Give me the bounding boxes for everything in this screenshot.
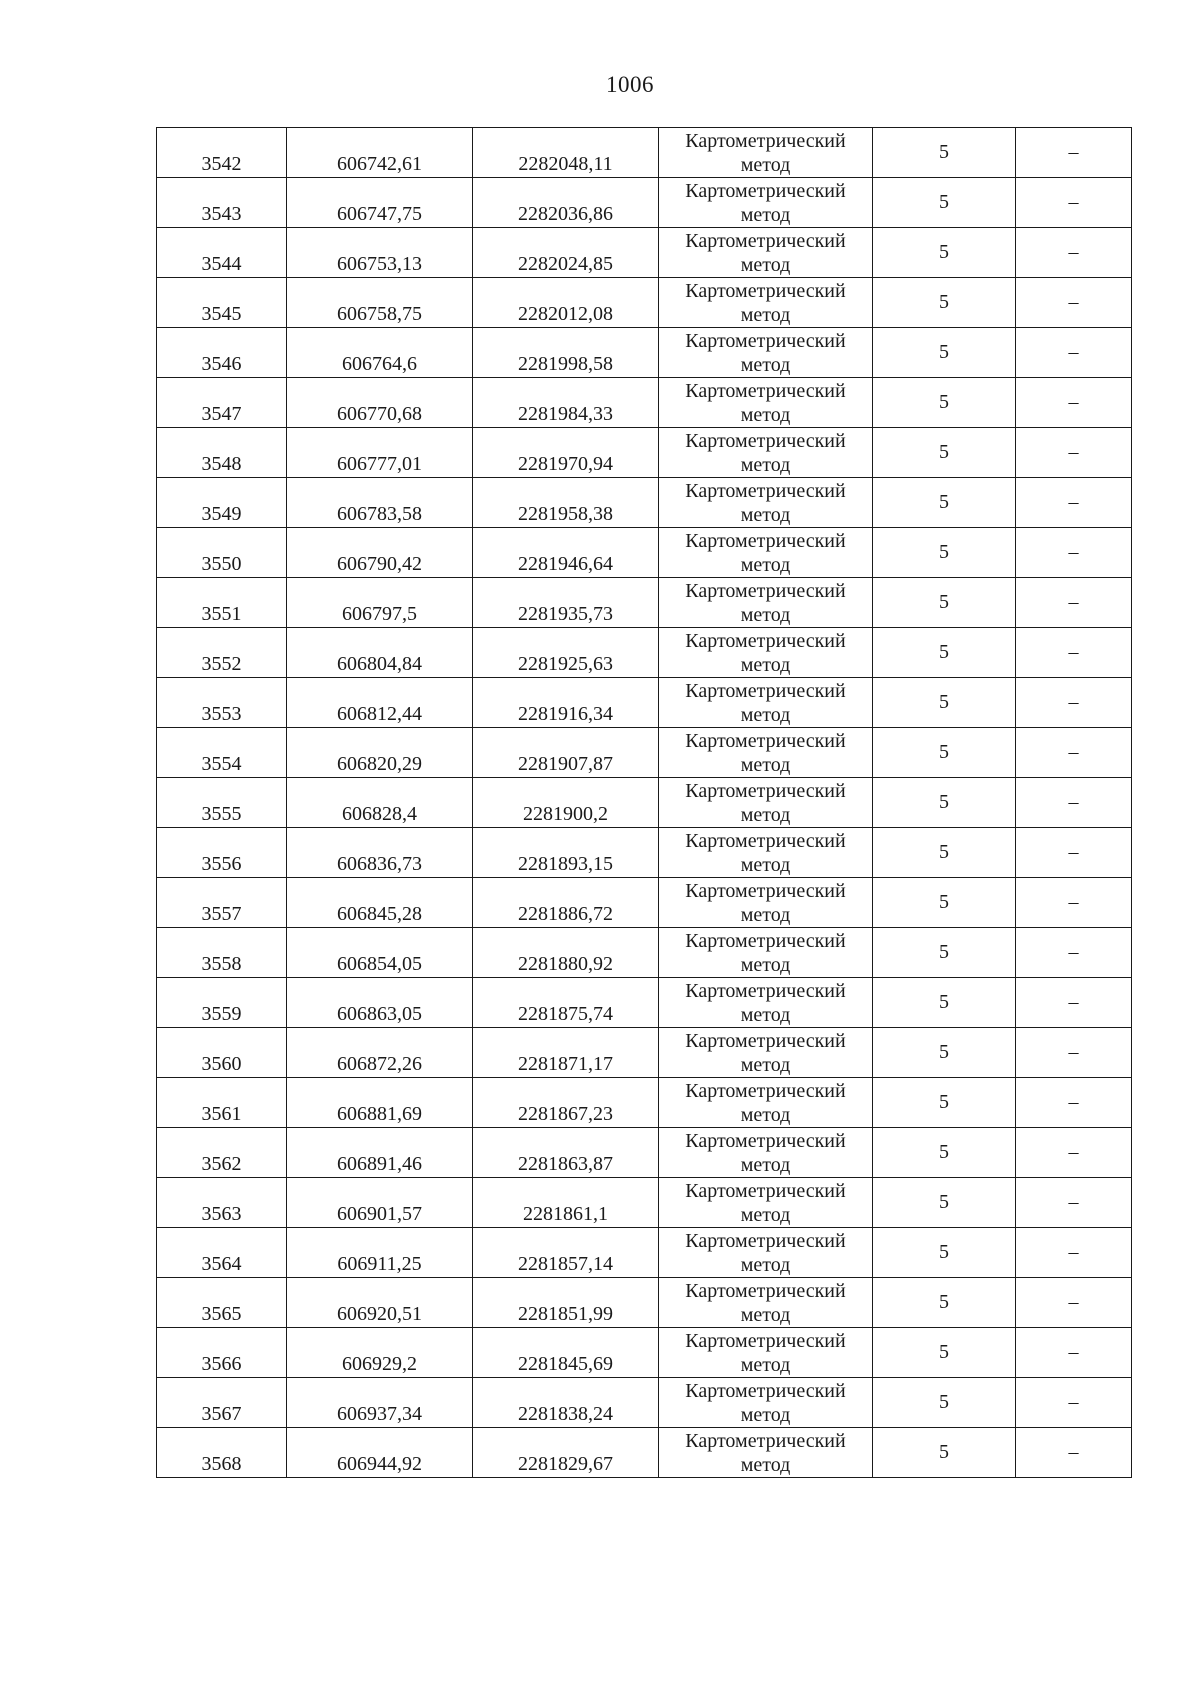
point-number-cell: 3543 (157, 178, 287, 228)
accuracy-cell: 5 (873, 1178, 1016, 1228)
coordinate-y-cell: 2281916,34 (473, 678, 659, 728)
coordinate-x-cell: 606753,13 (287, 228, 473, 278)
coordinate-x-cell: 606863,05 (287, 978, 473, 1028)
accuracy-cell: 5 (873, 228, 1016, 278)
method-text-line1: Картометрический (685, 329, 846, 352)
table-row (157, 528, 1132, 578)
method-text-line1: Картометрический (685, 629, 846, 652)
coordinate-y-cell: 2281871,17 (473, 1028, 659, 1078)
point-number-cell: 3568 (157, 1428, 287, 1478)
point-number-cell: 3554 (157, 728, 287, 778)
accuracy-cell: 5 (873, 928, 1016, 978)
accuracy-cell: 5 (873, 378, 1016, 428)
coordinate-y-cell: 2281893,15 (473, 828, 659, 878)
description-cell: – (1016, 478, 1132, 528)
method-text-line2: метод (740, 903, 791, 926)
description-cell: – (1016, 378, 1132, 428)
method-cell (659, 1178, 873, 1228)
point-number-cell: 3566 (157, 1328, 287, 1378)
table-row (157, 1178, 1132, 1228)
method-text-line1: Картометрический (685, 279, 846, 302)
coordinate-y-cell: 2281875,74 (473, 978, 659, 1028)
method-text-line1: Картометрический (685, 1279, 846, 1302)
page-number: 1006 (606, 72, 654, 97)
method-text-line2: метод (740, 1153, 791, 1176)
table-row (157, 428, 1132, 478)
coordinate-x-cell: 606891,46 (287, 1128, 473, 1178)
description-cell: – (1016, 1278, 1132, 1328)
method-text-line2: метод (740, 1053, 791, 1076)
accuracy-cell: 5 (873, 1078, 1016, 1128)
method-cell (659, 1278, 873, 1328)
description-cell: – (1016, 1078, 1132, 1128)
coordinate-x-cell: 606937,34 (287, 1378, 473, 1428)
method-text-line1: Картометрический (685, 1129, 846, 1152)
description-cell: – (1016, 278, 1132, 328)
coordinate-x-cell: 606820,29 (287, 728, 473, 778)
point-number-cell: 3562 (157, 1128, 287, 1178)
method-cell (659, 328, 873, 378)
method-text-line2: метод (740, 303, 791, 326)
method-text-line1: Картометрический (685, 979, 846, 1002)
method-text-line2: метод (740, 1103, 791, 1126)
accuracy-cell: 5 (873, 878, 1016, 928)
point-number-cell: 3549 (157, 478, 287, 528)
method-text-line2: метод (740, 1003, 791, 1026)
coordinate-y-cell: 2281998,58 (473, 328, 659, 378)
coordinate-x-cell: 606804,84 (287, 628, 473, 678)
method-cell (659, 178, 873, 228)
description-cell: – (1016, 1428, 1132, 1478)
coordinate-y-cell: 2281925,63 (473, 628, 659, 678)
point-number-cell: 3567 (157, 1378, 287, 1428)
method-cell (659, 1428, 873, 1478)
method-text-line1: Картометрический (685, 129, 846, 152)
method-text-line1: Картометрический (685, 1029, 846, 1052)
point-number-cell: 3547 (157, 378, 287, 428)
point-number-cell: 3564 (157, 1228, 287, 1278)
coordinate-y-cell: 2281946,64 (473, 528, 659, 578)
coordinate-x-cell: 606845,28 (287, 878, 473, 928)
method-cell (659, 1028, 873, 1078)
method-cell (659, 1228, 873, 1278)
point-number-cell: 3559 (157, 978, 287, 1028)
table-row (157, 978, 1132, 1028)
point-number-cell: 3544 (157, 228, 287, 278)
method-text-line2: метод (740, 1403, 791, 1426)
accuracy-cell: 5 (873, 728, 1016, 778)
accuracy-cell: 5 (873, 278, 1016, 328)
table-row (157, 828, 1132, 878)
table-row (157, 228, 1132, 278)
accuracy-cell: 5 (873, 578, 1016, 628)
method-cell (659, 478, 873, 528)
coordinate-y-cell: 2281984,33 (473, 378, 659, 428)
table-row (157, 1328, 1132, 1378)
method-text-line2: метод (740, 1353, 791, 1376)
coordinate-y-cell: 2282036,86 (473, 178, 659, 228)
method-text-line2: метод (740, 853, 791, 876)
coordinate-x-cell: 606872,26 (287, 1028, 473, 1078)
method-text-line2: метод (740, 453, 791, 476)
method-cell (659, 978, 873, 1028)
method-text-line1: Картометрический (685, 1079, 846, 1102)
point-number-cell: 3561 (157, 1078, 287, 1128)
coordinate-x-cell: 606797,5 (287, 578, 473, 628)
coordinate-x-cell: 606783,58 (287, 478, 473, 528)
description-cell: – (1016, 178, 1132, 228)
description-cell: – (1016, 628, 1132, 678)
method-text-line2: метод (740, 253, 791, 276)
method-text-line2: метод (740, 203, 791, 226)
method-text-line2: метод (740, 603, 791, 626)
method-text-line2: метод (740, 403, 791, 426)
accuracy-cell: 5 (873, 528, 1016, 578)
coordinate-x-cell: 606742,61 (287, 128, 473, 178)
point-number-cell: 3555 (157, 778, 287, 828)
method-text-line1: Картометрический (685, 429, 846, 452)
point-number-cell: 3542 (157, 128, 287, 178)
coordinate-x-cell: 606911,25 (287, 1228, 473, 1278)
method-cell (659, 678, 873, 728)
accuracy-cell: 5 (873, 978, 1016, 1028)
table-row (157, 678, 1132, 728)
method-text-line1: Картометрический (685, 829, 846, 852)
method-cell (659, 228, 873, 278)
description-cell: – (1016, 1228, 1132, 1278)
table-row (157, 578, 1132, 628)
coordinate-y-cell: 2281935,73 (473, 578, 659, 628)
coordinate-y-cell: 2281958,38 (473, 478, 659, 528)
coordinate-y-cell: 2281861,1 (473, 1178, 659, 1228)
accuracy-cell: 5 (873, 828, 1016, 878)
description-cell: – (1016, 228, 1132, 278)
method-cell (659, 278, 873, 328)
point-number-cell: 3545 (157, 278, 287, 328)
method-text-line1: Картометрический (685, 379, 846, 402)
description-cell: – (1016, 1028, 1132, 1078)
method-text-line1: Картометрический (685, 229, 846, 252)
method-text-line1: Картометрический (685, 1179, 846, 1202)
method-cell (659, 1128, 873, 1178)
coordinates-table-body (157, 128, 1132, 1478)
coordinate-x-cell: 606790,42 (287, 528, 473, 578)
accuracy-cell: 5 (873, 1028, 1016, 1078)
coordinate-y-cell: 2281900,2 (473, 778, 659, 828)
description-cell: – (1016, 128, 1132, 178)
method-text-line2: метод (740, 803, 791, 826)
coordinate-y-cell: 2281838,24 (473, 1378, 659, 1428)
coordinate-y-cell: 2281970,94 (473, 428, 659, 478)
coordinate-y-cell: 2281886,72 (473, 878, 659, 928)
method-cell (659, 1078, 873, 1128)
method-text-line2: метод (740, 953, 791, 976)
coordinate-y-cell: 2281867,23 (473, 1078, 659, 1128)
point-number-cell: 3565 (157, 1278, 287, 1328)
table-row (157, 878, 1132, 928)
method-cell (659, 1378, 873, 1428)
accuracy-cell: 5 (873, 178, 1016, 228)
coordinate-x-cell: 606828,4 (287, 778, 473, 828)
coordinate-x-cell: 606758,75 (287, 278, 473, 328)
point-number-cell: 3546 (157, 328, 287, 378)
accuracy-cell: 5 (873, 128, 1016, 178)
method-text-line1: Картометрический (685, 679, 846, 702)
table-row (157, 1078, 1132, 1128)
description-cell: – (1016, 1128, 1132, 1178)
table-row (157, 128, 1132, 178)
coordinate-x-cell: 606764,6 (287, 328, 473, 378)
accuracy-cell: 5 (873, 1128, 1016, 1178)
method-text-line1: Картометрический (685, 879, 846, 902)
method-text-line2: метод (740, 653, 791, 676)
accuracy-cell: 5 (873, 1428, 1016, 1478)
point-number-cell: 3552 (157, 628, 287, 678)
method-text-line1: Картометрический (685, 779, 846, 802)
description-cell: – (1016, 1328, 1132, 1378)
coordinates-table (156, 127, 1132, 1478)
coordinate-y-cell: 2281829,67 (473, 1428, 659, 1478)
method-text-line1: Картометрический (685, 1379, 846, 1402)
method-text-line1: Картометрический (685, 179, 846, 202)
accuracy-cell: 5 (873, 328, 1016, 378)
method-text-line2: метод (740, 1253, 791, 1276)
method-text-line2: метод (740, 1303, 791, 1326)
accuracy-cell: 5 (873, 778, 1016, 828)
point-number-cell: 3557 (157, 878, 287, 928)
coordinate-y-cell: 2281863,87 (473, 1128, 659, 1178)
coordinate-y-cell: 2282012,08 (473, 278, 659, 328)
description-cell: – (1016, 928, 1132, 978)
method-text-line1: Картометрический (685, 1229, 846, 1252)
coordinate-y-cell: 2281857,14 (473, 1228, 659, 1278)
description-cell: – (1016, 978, 1132, 1028)
method-text-line1: Картометрический (685, 929, 846, 952)
coordinate-y-cell: 2281845,69 (473, 1328, 659, 1378)
method-cell (659, 728, 873, 778)
description-cell: – (1016, 678, 1132, 728)
method-text-line1: Картометрический (685, 529, 846, 552)
description-cell: – (1016, 778, 1132, 828)
description-cell: – (1016, 578, 1132, 628)
description-cell: – (1016, 1378, 1132, 1428)
table-row (157, 1378, 1132, 1428)
method-text-line2: метод (740, 553, 791, 576)
table-row (157, 1278, 1132, 1328)
method-cell (659, 128, 873, 178)
coordinate-x-cell: 606770,68 (287, 378, 473, 428)
method-cell (659, 528, 873, 578)
description-cell: – (1016, 328, 1132, 378)
description-cell: – (1016, 1178, 1132, 1228)
accuracy-cell: 5 (873, 1378, 1016, 1428)
method-text-line1: Картометрический (685, 1329, 846, 1352)
table-row (157, 378, 1132, 428)
coordinate-x-cell: 606901,57 (287, 1178, 473, 1228)
coordinate-y-cell: 2282024,85 (473, 228, 659, 278)
coordinate-x-cell: 606944,92 (287, 1428, 473, 1478)
table-row (157, 1428, 1132, 1478)
table-row (157, 328, 1132, 378)
point-number-cell: 3551 (157, 578, 287, 628)
table-row (157, 628, 1132, 678)
point-number-cell: 3548 (157, 428, 287, 478)
point-number-cell: 3553 (157, 678, 287, 728)
table-row (157, 178, 1132, 228)
method-cell (659, 378, 873, 428)
method-text-line2: метод (740, 1453, 791, 1476)
method-cell (659, 1328, 873, 1378)
point-number-cell: 3560 (157, 1028, 287, 1078)
coordinate-x-cell: 606777,01 (287, 428, 473, 478)
description-cell: – (1016, 828, 1132, 878)
coordinate-y-cell: 2281880,92 (473, 928, 659, 978)
description-cell: – (1016, 528, 1132, 578)
description-cell: – (1016, 428, 1132, 478)
table-row (157, 278, 1132, 328)
method-cell (659, 628, 873, 678)
accuracy-cell: 5 (873, 678, 1016, 728)
table-row (157, 478, 1132, 528)
coordinate-x-cell: 606836,73 (287, 828, 473, 878)
method-text-line2: метод (740, 503, 791, 526)
coordinate-x-cell: 606812,44 (287, 678, 473, 728)
accuracy-cell: 5 (873, 478, 1016, 528)
method-text-line1: Картометрический (685, 1429, 846, 1452)
coordinate-y-cell: 2281907,87 (473, 728, 659, 778)
coordinate-y-cell: 2282048,11 (473, 128, 659, 178)
method-text-line1: Картометрический (685, 479, 846, 502)
accuracy-cell: 5 (873, 428, 1016, 478)
description-cell: – (1016, 728, 1132, 778)
point-number-cell: 3558 (157, 928, 287, 978)
method-text-line1: Картометрический (685, 579, 846, 602)
method-cell (659, 878, 873, 928)
description-cell: – (1016, 878, 1132, 928)
coordinate-x-cell: 606854,05 (287, 928, 473, 978)
table-row (157, 778, 1132, 828)
table-row (157, 728, 1132, 778)
coordinate-x-cell: 606747,75 (287, 178, 473, 228)
table-row (157, 1228, 1132, 1278)
method-text-line2: метод (740, 353, 791, 376)
table-row (157, 928, 1132, 978)
method-text-line1: Картометрический (685, 729, 846, 752)
point-number-cell: 3556 (157, 828, 287, 878)
table-row (157, 1028, 1132, 1078)
accuracy-cell: 5 (873, 628, 1016, 678)
method-cell (659, 928, 873, 978)
coordinate-x-cell: 606929,2 (287, 1328, 473, 1378)
accuracy-cell: 5 (873, 1328, 1016, 1378)
point-number-cell: 3563 (157, 1178, 287, 1228)
method-text-line2: метод (740, 703, 791, 726)
coordinate-y-cell: 2281851,99 (473, 1278, 659, 1328)
method-text-line2: метод (740, 153, 791, 176)
coordinate-x-cell: 606920,51 (287, 1278, 473, 1328)
method-cell (659, 828, 873, 878)
table-row (157, 1128, 1132, 1178)
point-number-cell: 3550 (157, 528, 287, 578)
method-cell (659, 778, 873, 828)
coordinate-x-cell: 606881,69 (287, 1078, 473, 1128)
method-text-line2: метод (740, 753, 791, 776)
accuracy-cell: 5 (873, 1228, 1016, 1278)
method-text-line2: метод (740, 1203, 791, 1226)
accuracy-cell: 5 (873, 1278, 1016, 1328)
method-cell (659, 428, 873, 478)
method-cell (659, 578, 873, 628)
